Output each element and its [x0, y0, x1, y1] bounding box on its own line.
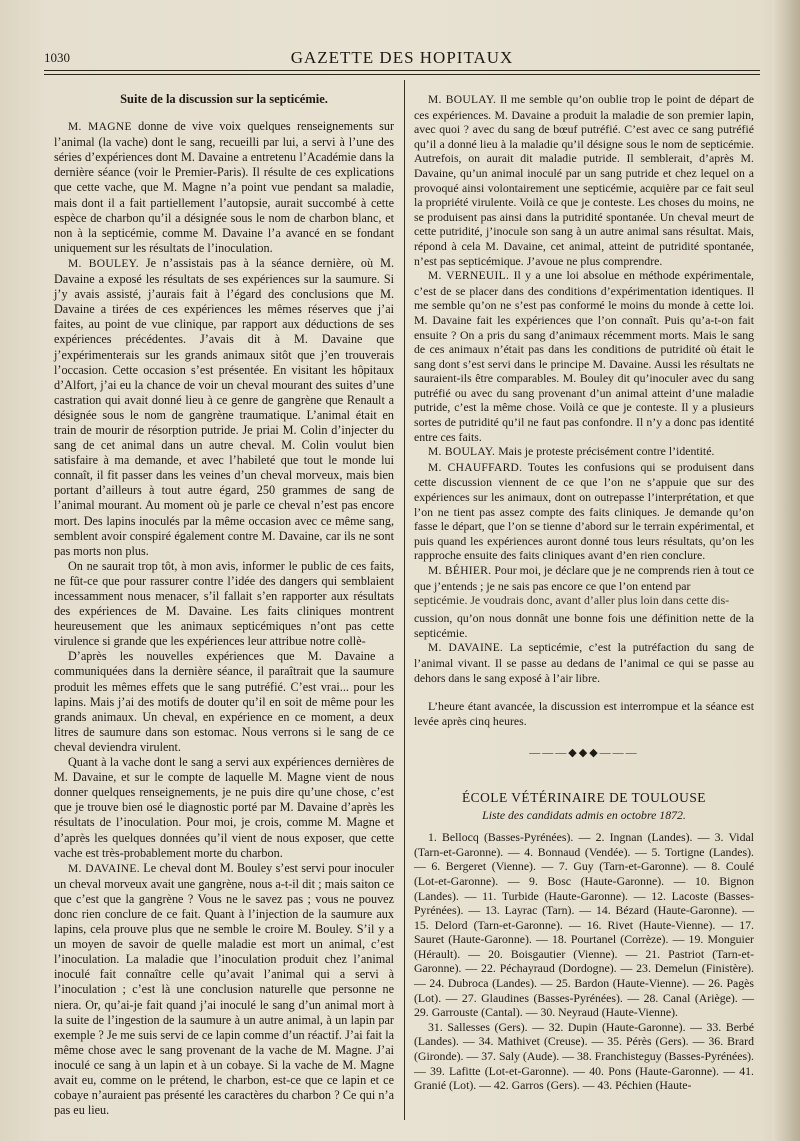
list-title: Liste des candidats admis en octobre 1872. — [482, 807, 686, 822]
paragraph-text: donne de vive voix quelques renseignements sur l’animal (la vache) dont le sang, recueilli par lui, a servi à l’une des séries d’expériences dont M. Davaine a entretenu l’Académie dans la dernière séance (voir le Premier-Paris). Il résulte de ces explications que cette vache, que M. Magne n’a point vue pendant sa maladie, mais dont il a fait partiellement l’autopsie, aurait succombé à cette espèce de charbon qu’il a désignée sous le nom de charbon blanc, et non à la septicémie, comme M. Davaine l’a avancé en se fondant uniquement sur les résultats de l’inoculation. — [54, 119, 395, 255]
school-title: ÉCOLE VÉTÉRINAIRE DE TOULOUSE — [462, 789, 706, 805]
newspaper-title: GAZETTE DES HOPITAUX — [290, 48, 514, 67]
paragraph-text: Il y a une loi absolue en méthode expérimentale, c’est de se placer dans des conditions d’expérimentation identiques. Il me semble qu’on ne s’est pas conformé le moins du monde à cette loi. M. Davaine fait les expériences que l’on connaît. Puis qu’a-t-on fait ensuite ? On a pris du sang d’animaux récemment morts. Mais le sang de ces animaux n’était pas dans les conditions de putridité où était le sang dont s’est servi dans le principe M. Davaine. Aussi les résultats ne sauraient-ils être comparables. M. Bouley dit qu’inoculer avec du sang putréfié ou avec du sang provenant d’un animal atteint d’une maladie putride, c’est la même chose. Voilà ce que je conteste. Il y a plusieurs sortes de putridité qu’il ne faut pas confondre. Il n’y a donc pas identité entre ces faits. — [414, 268, 754, 444]
candidates-list-1: 1. Bellocq (Basses-Pyrénées). — 2. Ingnan (Landes). — 3. Vidal (Tarn-et-Garonne). — 4. Bonnaud (Vendée). — 5. Tortigne (Landes). — 6. Bergeret (Vienne). — 7. Guy (Tarn-et-Garonne). — 8. Coulé (Lot-et-Garonne). — 9. Bosc (Haute-Garonne). — 10. Bignon (Landes). — 11. Turbide (Haute-Garonne). — 12. Lacoste (Basses-Pyrénées). — 13. Layrac (Tarn). — 14. Bézard (Haute-Garonne). — 15. Delord (Tarn-et-Garonne). — 16. Rivet (Haute-Vienne). — 17. Sauret (Haute-Garonne). — 18. Pourtanel (Corrèze). — 19. Monguier (Hérault). — 20. Boisgautier (Vienne). — 21. Pastriot (Tarn-et-Garonne). — 22. Péchayraud (Dordogne). — 23. Demelun (Finistère). — 24. Dubroca (Landes). — 25. Bardon (Haute-Vienne). — 26. Pagès (Lot). — 27. Glaudines (Basses-Pyrénées). — 28. Canal (Ariège). — 29. Garrouste (Cantal). — 30. Neyraud (Haute-Vienne). — [414, 830, 754, 1020]
speaker-label: M. DAVAINE. — [428, 642, 504, 655]
speaker-label: M. MAGNE — [68, 121, 132, 134]
page-number: 1030 — [44, 50, 70, 65]
paragraph-saumure: D’après les nouvelles expériences que M. Davaine a communiquées dans la dernière séance, il paraîtrait que la saumure produit les mêmes effets que le sang putréfié. C’est vrai... pour les lapins. Mais j’ai des motifs de douter qu’il en soit de même pour les grands animaux. Un cheval, en expérience en ce moment, a deux litres de saumure dans son estomac. Nous verrons si le sang de ce cheval deviendra virulent. — [54, 649, 394, 754]
speaker-label: M. BOULAY. — [428, 94, 497, 106]
paragraph-boulay — [414, 92, 754, 268]
paragraph-text: Je n’assistais pas à la séance dernière, où M. Davaine a exposé les résultats de ses expériences sur la saumure. Si j’y avais assisté, j’aurais fait à l’égard des conclusions que M. Davaine a tirées de ces expériences les mêmes réserves que j’ai faites, au point de vue clinique, par rapport aux déductions de ses expériences précédentes. J’avais dit à M. Davaine que j’expérimenterais sur les grands animaux sitôt que j’en trouverais l’occasion. Cette occasion s’est présentée. En visitant les hôpitaux d’Alfort, j’ai eu la chance de voir un cheval mourant des suites d’une castration qui avait donné lieu à ce genre de gangrène que Renault a désignée sous le nom de gangrène traumatique. L’animal était en train de mourir de résorption putride. Je priai M. Colin d’injecter du sang de cet animal dans un autre cheval. M. Colin voulut bien satisfaire à ma demande, et avec l’habileté que tout le monde lui connaît, il fit passer dans les veines d’un cheval morveux, mais bien portant d’ailleurs à tout autre égard, 250 grammes de sang de l’animal mourant. Au moment où je parle ce cheval n’est pas encore mort. Des lapins inoculés par la même occasion avec ce même sang, semblent avoir conspiré également contre M. Davaine, car ils ne sont pas morts non plus. — [54, 255, 394, 558]
paragraph-text: Pour moi, je déclare que je ne comprends rien à tout ce que j’entends ; je ne sais pas encore ce que l’on entend par — [414, 563, 755, 593]
section-subtitle: Suite de la discussion sur la septicémie. — [120, 92, 328, 106]
speaker-label: M. BOULEY. — [68, 257, 139, 270]
speaker-label: M. VERNEUIL. — [428, 270, 510, 283]
paragraph-davaine — [54, 861, 394, 1119]
header-rule-bottom — [44, 74, 760, 75]
speaker-label: M. BOULAY. — [428, 446, 496, 459]
paragraph-text: Mais je proteste précisément contre l’identité. — [498, 444, 715, 459]
speaker-label: M. BÉHIER. — [428, 565, 492, 577]
paragraph-behier-cont: cussion, qu’on nous donnât une bonne fois une définition nette de la septicémie. — [414, 611, 754, 640]
left-column — [54, 92, 394, 1118]
paragraph-public: On ne saurait trop tôt, à mon avis, informer le public de ces faits, ne fût-ce que pour rassurer contre l’idée des dangers qui semblaient incessamment nous menacer, s’il fallait s’en rapporter aux résultats des expériences de M. Davaine. Les faits cliniques montrent heureusement que les animaux septicémiques n’ont pas cette virulence si grande que les expériences leur attribue notre collè- — [54, 558, 394, 649]
candidates-list-2: 31. Sallesses (Gers). — 32. Dupin (Haute-Garonne). — 33. Berbé (Landes). — 34. Mathivet (Creuse). — 35. Pérès (Gers). — 36. Brard (Gironde). — 37. Saly (Aude). — 38. Franchisteguy (Basses-Pyrénées). — 39. Lafitte (Lot-et-Garonne). — 40. Pons (Haute-Garonne). — 41. Granié (Lot). — 42. Garros (Gers). — 43. Péchien (Haute- — [414, 1019, 754, 1093]
paragraph-verneuil — [414, 268, 754, 444]
right-column — [414, 92, 754, 1093]
paragraph-closing: L’heure étant avancée, la discussion est interrompue et la séance est levée après cinq heures. — [414, 699, 754, 728]
paragraph-bouley — [54, 256, 394, 559]
paragraph-chauffard — [414, 460, 754, 563]
paragraph-text: Le cheval dont M. Bouley s’est servi pour inoculer un cheval morveux avait une gangrène, nous a-t-il dit ; mais saiton ce que c’est que la gangrène ? Vous ne le savez pas ; vous ne pouvez donc rien conclure de ce fait. Quant à l’injection de la saumure aux lapins, cela prouve plus que ne semble le croire M. Bouley. S’il y a un moyen de savoir de quelle maladie est mort un animal, c’est l’inoculation. La maladie que l’inoculation produit chez l’animal inoculé fait connaître celle qu’avait l’animal qui a servi à l’inoculation ; c’est là une conclusion naturelle que personne ne niera. Or, qu’ai-je fait quand j’ai inoculé le sang d’un animal mort à la suite de l’ingestion de la saumure à un autre animal, à un lapin par exemple ? Je me suis servi de ce lapin comme d’un réactif. J’ai fait la même chose avec le sang provenant de la vache de M. Magne. J’ai inoculé ce sang à un lapin et à un cobaye. Si la vache de M. Magne avait eu, comme on le prétend, le charbon, est-ce que ce lapin et ce cobaye n’auraient pas présenté les caractères du charbon ? Ce qui n’a pas eu lieu. — [54, 860, 394, 1118]
paragraph-davaine-2 — [414, 640, 754, 685]
page-header — [44, 44, 760, 70]
header-rule-top — [44, 70, 760, 71]
section-ornament: ———◆◆◆——— — [529, 747, 639, 760]
speaker-label: M. DAVAINE. — [68, 862, 140, 875]
paragraph-behier — [414, 563, 754, 593]
column-divider — [404, 80, 405, 1120]
paragraph-text: Toutes les confusions qui se produisent dans cette discussion viennent de ce que l’on ne s’appuie que sur des expériences sur les animaux, dont on outrepasse l’interprétation, et que l’on ne tient pas assez compte des faits cliniques. Je demande qu’on fasse le départ, que l’on se tienne d’abord sur le terrain expérimental, et puis quand les expériences auront donné tous leurs résultats, qu’on les rapproche ensuite des faits cliniques avant d’en rien conclure. — [414, 459, 754, 563]
speaker-label: M. CHAUFFARD. — [428, 461, 523, 474]
paragraph-magne — [54, 119, 394, 256]
paragraph-boulay-2 — [414, 444, 754, 460]
paragraph-vache: Quant à la vache dont le sang a servi aux expériences dernières de M. Davaine, et sur le compte de laquelle M. Magne vient de nous donner quelques renseignements, je ne puis dire qu’une chose, c’est que je trouve bien osé le diagnostic porté par M. Davaine d’après les résultats de l’inoculation. Pour moi, je crois, comme M. Magne et d’après les quelques données qu’il vient de nous exposer, que cette vache est très-probablement morte du charbon. — [54, 755, 394, 860]
paragraph-text: Il me semble qu’on oublie trop le point de départ de ces expériences. M. Davaine a produit la maladie de son premier lapin, avec quoi ? avec du sang de bœuf putréfié. C’est avec ce sang putréfié qu’il a donné lieu à la maladie qu’il désigne sous le nom de septicémie. Autrefois, on aurait dit maladie putride. Il semblerait, d’après M. Davaine, qu’un animal inoculé par un sang putride et chez lequel on a provoqué ainsi volontairement une septicémie, acquière par ce fait seul la propriété virulente. Voilà ce que je conteste. Les choses du moins, ne se produisent pas ainsi dans la putridité spontanée. Un cheval meurt de cette putridité, j’inocule son sang à un autre animal sans résultat. Mais, répond à cela M. Davaine, cet animal, atteint de putridité spontanée, n’est pas septicémique. J’avoue ne plus comprendre. — [414, 92, 755, 268]
page-edge — [772, 0, 800, 1141]
paragraph-text: La septicémie, c’est la putréfaction du sang de l’animal vivant. Il se passe au dedans de l’animal ce qui se passe au dehors dans le sang exposé à l’air libre. — [414, 640, 754, 685]
garbled-line: septicémie. Je voudrais donc, avant d’aller plus loin dans cette dis- — [414, 593, 730, 608]
